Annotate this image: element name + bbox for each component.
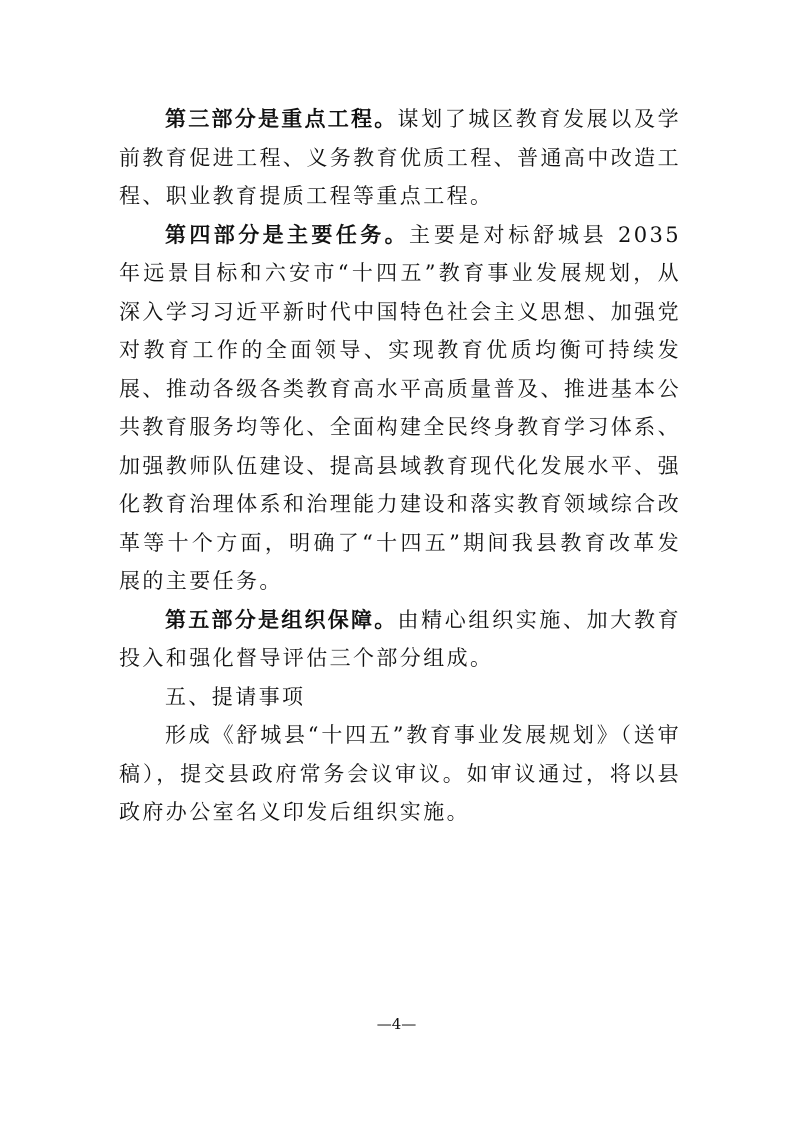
paragraph-part-five <box>119 601 681 678</box>
page-number: —4— <box>376 1015 417 1033</box>
paragraph-part-four <box>119 216 681 601</box>
paragraph-lead: 第三部分是重点工程。 <box>165 107 398 131</box>
paragraph-text: 由精心组织实施、加大教育投入和强化督导评估三个部分组成。 <box>119 607 682 670</box>
paragraph-text: 主要是对标舒城县 2035 年远景目标和六安市“十四五”教育事业发展规划，从深入学习习近平新时代中国特色社会主义思想、加强党对教育工作的全面领导、实现教育优质均衡可持续发展、推动各级各类教育高水平高质量普及、推进基本公共教育服务均等化、全面构建全民终身教育学习体系、加强教师队伍建设、提高县域教育现代化发展水平、强化教育治理体系和治理能力建设和落实教育领域综合改革等十个方面，明确了“十四五”期间我县教育改革发展的主要任务。 <box>119 222 681 593</box>
paragraph-lead: 第五部分是组织保障。 <box>165 607 398 632</box>
document-body <box>119 100 681 832</box>
closing-paragraph: 形成《舒城县“十四五”教育事业发展规划》（送审稿），提交县政府常务会议审议。如审议通过，将以县政府办公室名义印发后组织实施。 <box>119 723 681 824</box>
paragraph-lead: 第四部分是主要任务。 <box>165 222 410 247</box>
paragraph-part-three <box>119 100 681 216</box>
section-heading: 五、提请事项 <box>165 684 306 709</box>
paragraph-text: 谋划了城区教育发展以及学前教育促进工程、义务教育优质工程、普通高中改造工程、职业教育提质工程等重点工程。 <box>119 107 682 208</box>
